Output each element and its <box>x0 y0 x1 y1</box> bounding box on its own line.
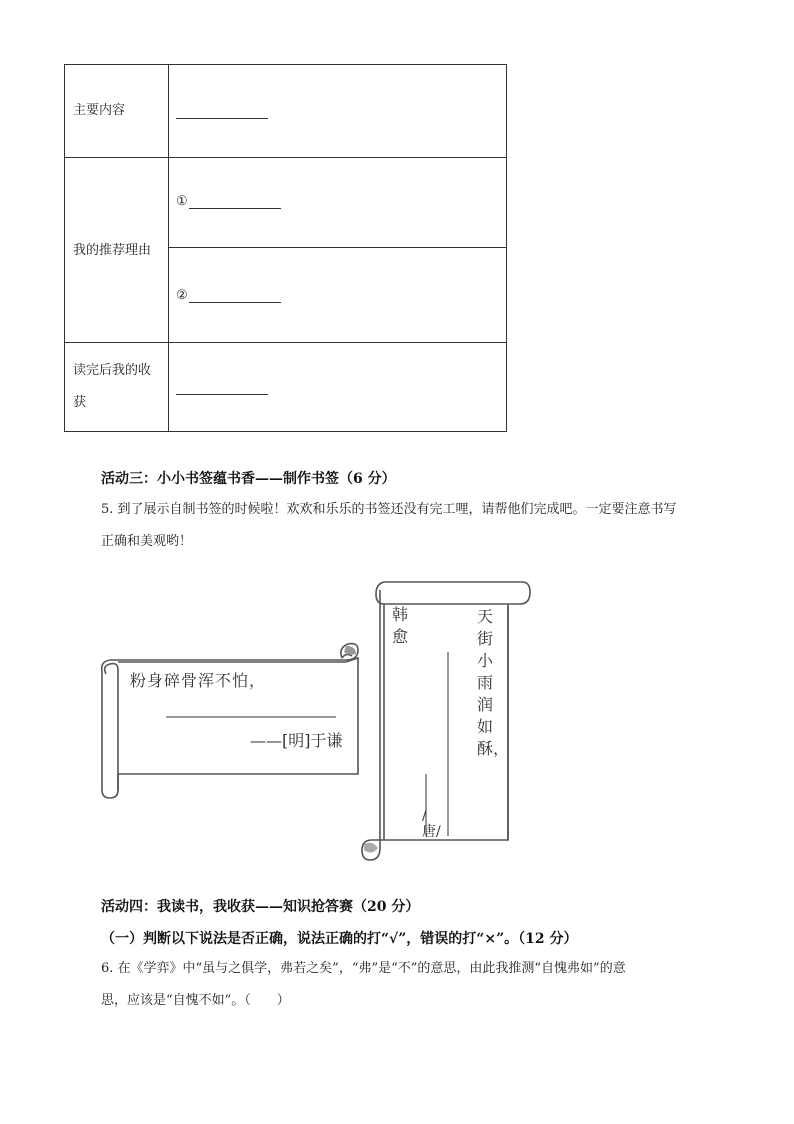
question-6-line1: 6. 在《学弈》中“虽与之俱学，弗若之矣”，“弗”是“不”的意思，由此我推测“自愧弗如”的意 <box>101 961 626 976</box>
bookmark-left-scroll <box>96 640 366 800</box>
left-bookmark-attribution: ——[明]于谦 <box>250 731 343 750</box>
row-label-gains-cont: 获 <box>73 395 87 410</box>
left-bookmark-verse: 粉身碎骨浑不怕， <box>130 671 267 690</box>
activity4-heading: 活动四：我读书，我收获——知识抢答赛（20 分） <box>101 899 420 915</box>
row-label-main-content: 主要内容 <box>73 103 126 118</box>
bookmark-right-scroll <box>356 578 536 866</box>
answer-box-question-6[interactable] <box>270 993 310 1011</box>
right-bookmark-author: 韩愈 <box>392 605 409 646</box>
answer-blank-gains[interactable] <box>176 380 268 395</box>
row-label-gains: 读完后我的收 <box>73 363 152 378</box>
question-6-line2: 思，应该是“自愧不如”。（ ） <box>101 993 290 1008</box>
table-row-divider <box>64 342 507 343</box>
recommendation-table <box>64 64 507 432</box>
answer-blank-reason-1[interactable] <box>176 194 281 209</box>
table-border-top <box>64 64 507 65</box>
activity4-subheading: （一）判断以下说法是否正确，说法正确的打“√”，错误的打“×”。（12 分） <box>101 931 578 947</box>
item-marker: ② <box>176 288 188 303</box>
answer-blank-reason-2[interactable] <box>176 288 281 303</box>
answer-blank-main-content[interactable] <box>176 104 268 119</box>
table-column-divider <box>168 64 169 432</box>
item-marker: ① <box>176 194 188 209</box>
table-border-right <box>506 64 507 432</box>
question-5-line1: 5. 到了展示自制书签的时候啦！欢欢和乐乐的书签还没有完工哩，请帮他们完成吧。一定要注意书写 <box>101 502 677 517</box>
question-5-line2: 正确和美观哟！ <box>101 534 193 549</box>
right-bookmark-dynasty: /唐/ <box>422 808 441 840</box>
table-row-divider <box>64 157 507 158</box>
row-label-reasons: 我的推荐理由 <box>73 243 152 258</box>
activity3-heading: 活动三：小小书签蕴书香——制作书签（6 分） <box>101 471 396 487</box>
table-border-bottom <box>64 431 507 432</box>
right-bookmark-verse: 天街小雨润如酥， <box>477 607 510 758</box>
table-row-divider <box>168 247 507 248</box>
table-border-left <box>64 64 65 432</box>
